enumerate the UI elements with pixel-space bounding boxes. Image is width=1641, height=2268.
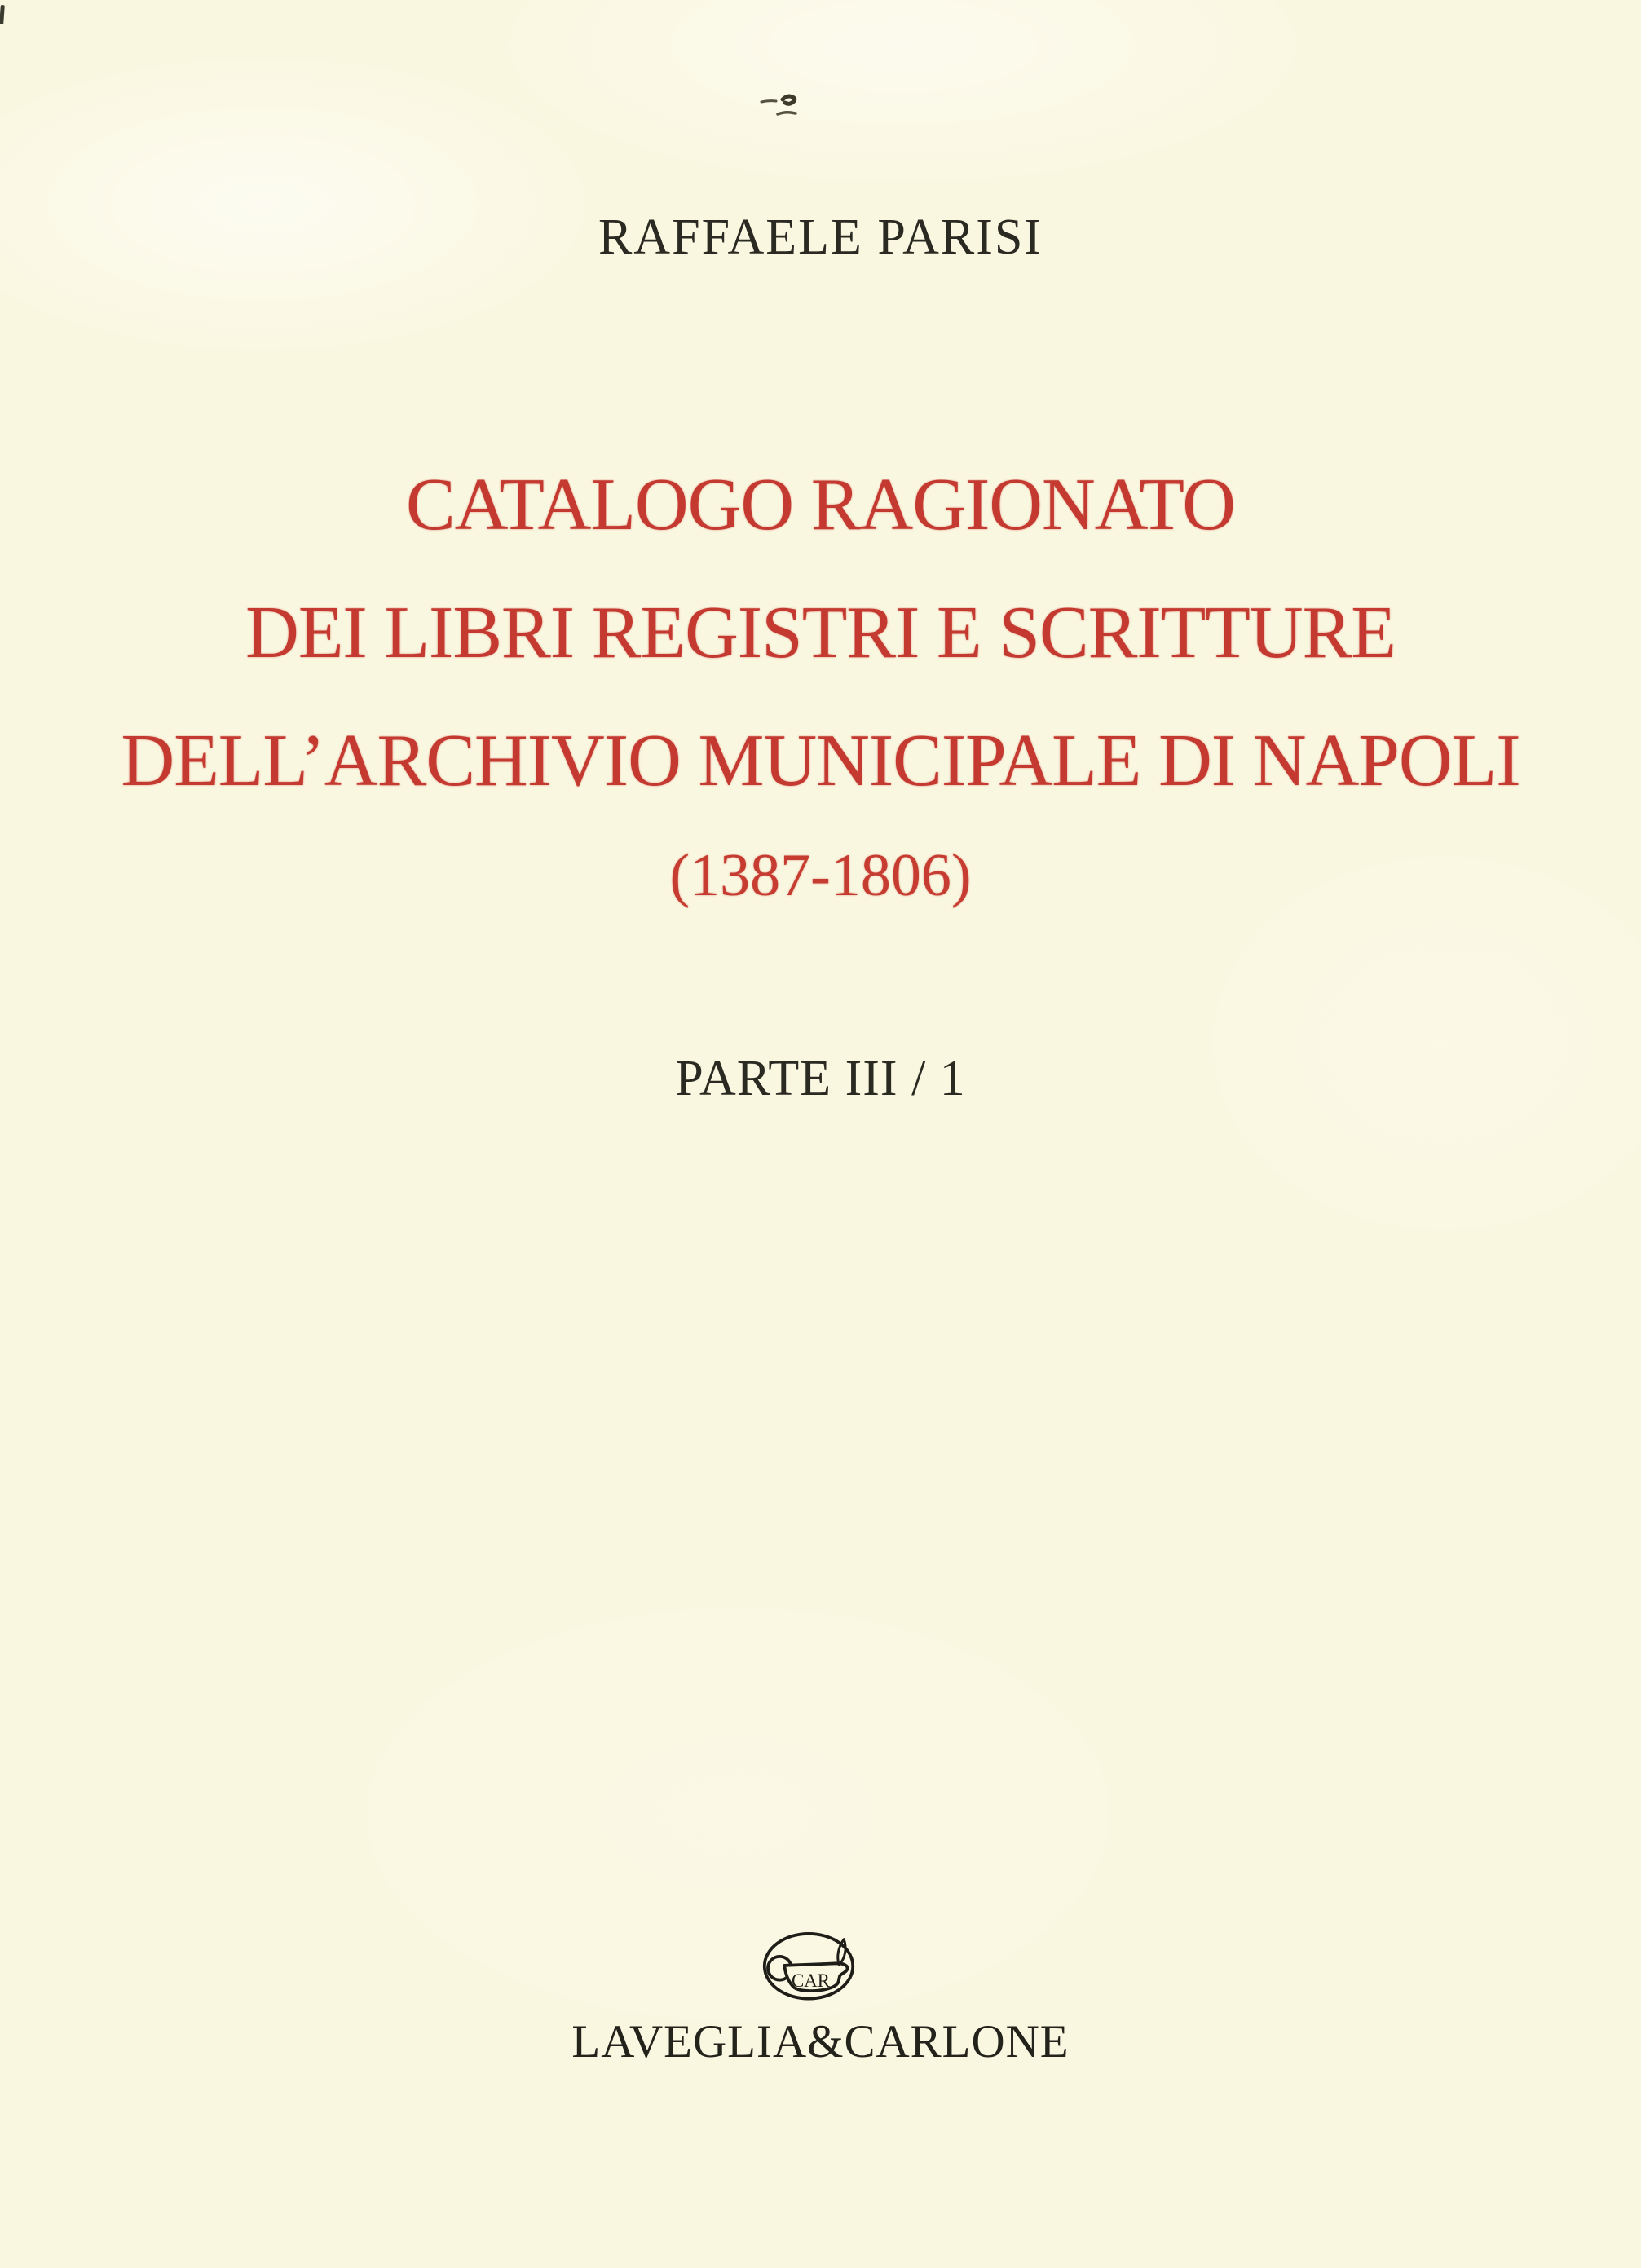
year-range: (1387-1806)	[669, 842, 972, 909]
logo-monogram: CAR	[792, 1970, 831, 1992]
author-name: RAFFAELE PARISI	[598, 210, 1043, 265]
book-title-line-2: DEI LIBRI REGISTRI E SCRITTURE	[245, 591, 1396, 673]
ink-squiggle-mark	[760, 90, 807, 124]
publisher-name: LAVEGLIA&CARLONE	[571, 2016, 1070, 2067]
part-label: PARTE III / 1	[675, 1051, 966, 1106]
oil-lamp-logo-icon	[750, 1922, 867, 2012]
book-title-line-1: CATALOGO RAGIONATO	[406, 463, 1235, 545]
book-title	[0, 440, 1641, 824]
page-edge-ink-mark	[0, 5, 5, 24]
book-title-line-3: DELL’ARCHIVIO MUNICIPALE DI NAPOLI	[121, 719, 1520, 801]
